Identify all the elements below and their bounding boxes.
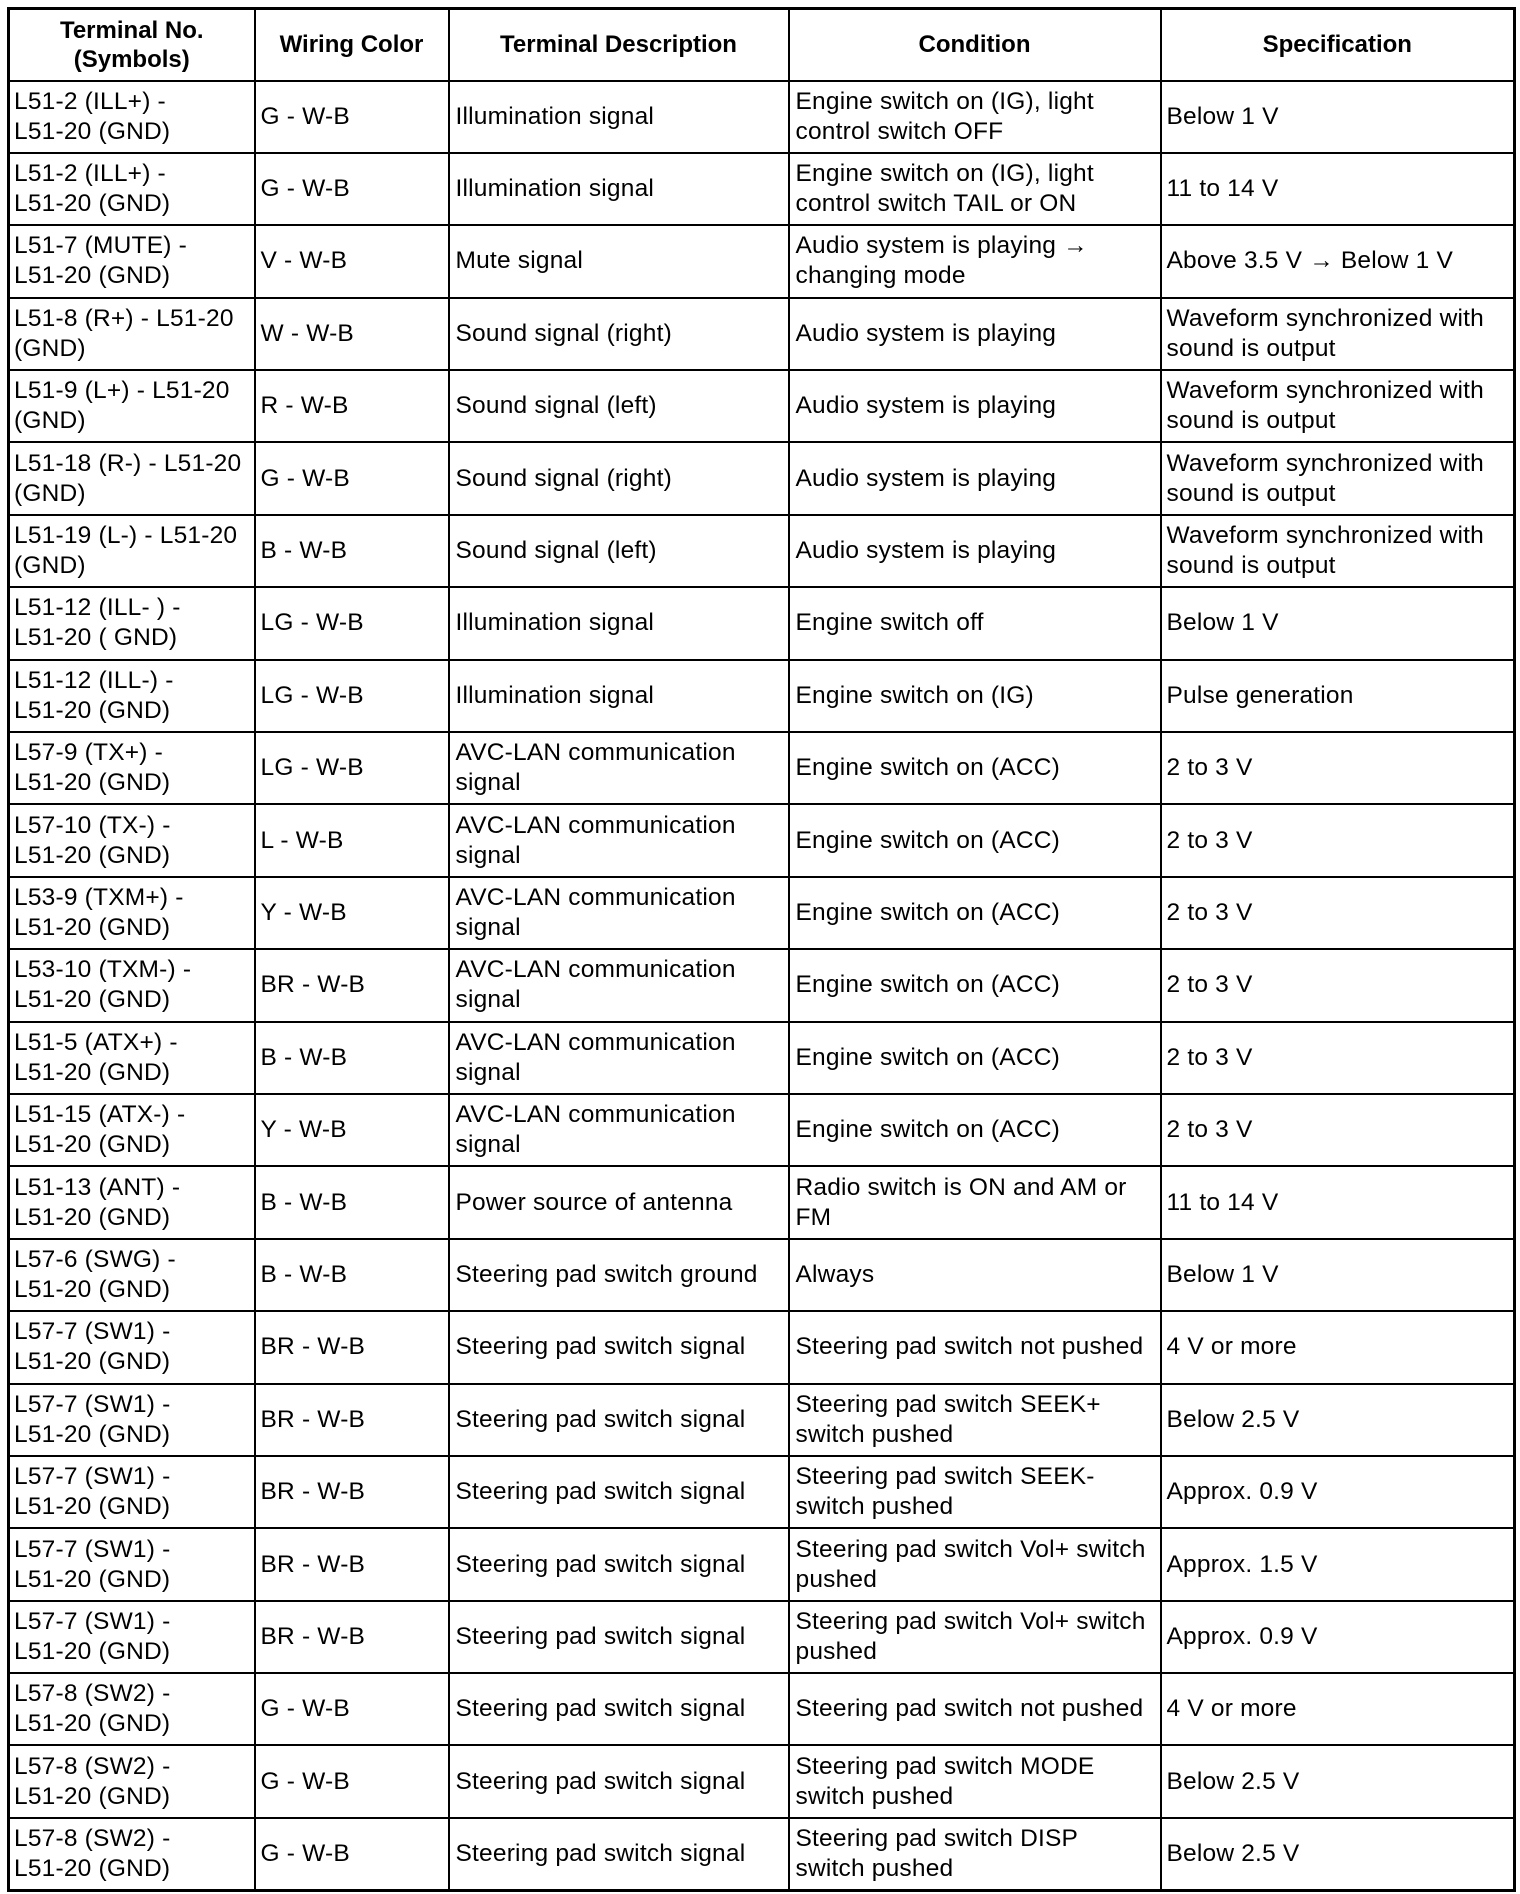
specification-cell (1161, 442, 1515, 514)
wiring-color-cell (255, 225, 449, 297)
condition-cell (789, 949, 1161, 1021)
wiring-color-cell-text: B - W-B (260, 1260, 348, 1288)
specification-cell (1161, 370, 1515, 442)
terminal-cell-text: L53-10 (TXM-) - L51-20 (GND) (14, 956, 192, 1014)
condition-cell (789, 1745, 1161, 1817)
wiring-color-cell-text: G - W-B (260, 1767, 350, 1795)
condition-cell-text: Engine switch off (795, 609, 984, 637)
description-cell-text: Sound signal (left) (455, 537, 657, 565)
specification-cell-text: Waveform synchronized with sound is output (1166, 449, 1484, 507)
wiring-color-cell-text: LG - W-B (260, 681, 364, 709)
condition-cell-text: Engine switch on (IG), light control switch OFF (795, 87, 1094, 145)
description-cell (449, 877, 789, 949)
description-cell-text: Sound signal (right) (455, 464, 672, 492)
wiring-color-cell (255, 1456, 449, 1528)
terminal-cell (9, 660, 255, 732)
description-cell-text: Power source of antenna (455, 1188, 733, 1216)
description-cell-text: Illumination signal (455, 609, 655, 637)
description-cell-text: AVC-LAN communication signal (455, 739, 736, 797)
table-row (9, 1601, 1515, 1673)
table-row (9, 442, 1515, 514)
description-cell (449, 370, 789, 442)
condition-cell-text: Engine switch on (ACC) (795, 1043, 1060, 1071)
terminal-cell-text: L57-7 (SW1) - L51-20 (GND) (14, 1318, 171, 1376)
specification-cell (1161, 1601, 1515, 1673)
description-cell (449, 1094, 789, 1166)
terminal-cell (9, 1022, 255, 1094)
description-cell-text: Steering pad switch signal (455, 1695, 746, 1723)
description-cell-text: Illumination signal (455, 175, 655, 203)
specification-cell (1161, 877, 1515, 949)
header-condition (789, 9, 1161, 81)
terminal-cell-text: L57-7 (SW1) - L51-20 (GND) (14, 1390, 171, 1448)
table-row (9, 587, 1515, 659)
specification-cell-text: Approx. 0.9 V (1166, 1622, 1318, 1650)
terminal-cell-text: L57-8 (SW2) - L51-20 (GND) (14, 1680, 171, 1738)
specification-cell-text: Below 2.5 V (1166, 1839, 1300, 1867)
table-row (9, 804, 1515, 876)
terminal-cell (9, 1673, 255, 1745)
condition-cell (789, 1166, 1161, 1238)
specification-cell-text: 2 to 3 V (1166, 754, 1253, 782)
description-cell-text: Sound signal (left) (455, 392, 657, 420)
specification-cell-text: Above 3.5 V → Below 1 V (1166, 247, 1454, 275)
specification-cell-text: 2 to 3 V (1166, 898, 1253, 926)
condition-cell (789, 298, 1161, 370)
table-row (9, 1166, 1515, 1238)
description-cell-text: Steering pad switch ground (455, 1260, 758, 1288)
description-cell (449, 1673, 789, 1745)
description-cell (449, 804, 789, 876)
terminal-cell-text: L51-15 (ATX-) - L51-20 (GND) (14, 1101, 186, 1159)
terminal-cell (9, 298, 255, 370)
terminal-cell-text: L57-8 (SW2) - L51-20 (GND) (14, 1824, 171, 1882)
specification-cell-text: 4 V or more (1166, 1333, 1297, 1361)
wiring-color-cell (255, 370, 449, 442)
specification-cell (1161, 732, 1515, 804)
header-specification-label: Specification (1262, 31, 1412, 59)
specification-cell (1161, 1456, 1515, 1528)
table-row (9, 1094, 1515, 1166)
specification-cell-text: 2 to 3 V (1166, 971, 1253, 999)
terminal-cell (9, 587, 255, 659)
wiring-color-cell (255, 1094, 449, 1166)
condition-cell-text: Steering pad switch Vol+ switch pushed (795, 1535, 1146, 1593)
condition-cell (789, 1022, 1161, 1094)
terminal-cell (9, 370, 255, 442)
table-row (9, 298, 1515, 370)
table-header (9, 9, 1515, 81)
description-cell (449, 587, 789, 659)
specification-cell (1161, 153, 1515, 225)
condition-cell-text: Engine switch on (ACC) (795, 898, 1060, 926)
description-cell-text: Illumination signal (455, 102, 655, 130)
table-row (9, 1818, 1515, 1890)
condition-cell-text: Engine switch on (IG) (795, 681, 1034, 709)
table-row (9, 515, 1515, 587)
wiring-color-cell (255, 153, 449, 225)
wiring-color-cell (255, 660, 449, 732)
terminal-cell (9, 515, 255, 587)
header-wiring-color (255, 9, 449, 81)
condition-cell-text: Steering pad switch SEEK+ switch pushed (795, 1390, 1101, 1448)
condition-cell (789, 1528, 1161, 1600)
table-row (9, 153, 1515, 225)
description-cell (449, 1601, 789, 1673)
specification-cell (1161, 225, 1515, 297)
wiring-color-cell-text: Y - W-B (260, 1116, 347, 1144)
terminal-cell (9, 1166, 255, 1238)
header-specification (1161, 9, 1515, 81)
terminal-cell (9, 949, 255, 1021)
condition-cell-text: Steering pad switch MODE switch pushed (795, 1752, 1095, 1810)
header-terminal-no (9, 9, 255, 81)
wiring-color-cell-text: R - W-B (260, 392, 349, 420)
description-cell (449, 1311, 789, 1383)
description-cell-text: Sound signal (right) (455, 319, 672, 347)
terminal-cell (9, 81, 255, 153)
terminal-cell-text: L57-7 (SW1) - L51-20 (GND) (14, 1463, 171, 1521)
condition-cell-text: Radio switch is ON and AM or FM (795, 1173, 1127, 1231)
wiring-color-cell (255, 949, 449, 1021)
terminal-cell-text: L51-9 (L+) - L51-20 (GND) (14, 377, 230, 435)
description-cell (449, 1745, 789, 1817)
specification-cell-text: Approx. 1.5 V (1166, 1550, 1318, 1578)
specification-cell-text: Waveform synchronized with sound is output (1166, 522, 1484, 580)
wiring-color-cell (255, 1528, 449, 1600)
header-condition-label: Condition (918, 31, 1031, 59)
description-cell-text: AVC-LAN communication signal (455, 956, 736, 1014)
specification-cell (1161, 1022, 1515, 1094)
description-cell (449, 1528, 789, 1600)
wiring-color-cell (255, 1311, 449, 1383)
condition-cell (789, 1311, 1161, 1383)
terminal-cell (9, 442, 255, 514)
terminal-cell-text: L51-7 (MUTE) - L51-20 (GND) (14, 232, 187, 290)
description-cell (449, 1166, 789, 1238)
condition-cell-text: Engine switch on (IG), light control switch TAIL or ON (795, 160, 1094, 218)
specification-cell (1161, 1673, 1515, 1745)
wiring-color-cell-text: G - W-B (260, 1695, 350, 1723)
wiring-color-cell-text: BR - W-B (260, 1405, 366, 1433)
wiring-color-cell-text: BR - W-B (260, 1333, 366, 1361)
description-cell (449, 949, 789, 1021)
condition-cell (789, 877, 1161, 949)
table-row (9, 732, 1515, 804)
wiring-color-cell-text: BR - W-B (260, 1478, 366, 1506)
description-cell (449, 1239, 789, 1311)
condition-cell (789, 515, 1161, 587)
table-row (9, 660, 1515, 732)
wiring-color-cell (255, 1022, 449, 1094)
wiring-color-cell (255, 1166, 449, 1238)
wiring-color-cell (255, 298, 449, 370)
table-row (9, 370, 1515, 442)
condition-cell-text: Steering pad switch Vol+ switch pushed (795, 1607, 1146, 1665)
specification-cell-text: Waveform synchronized with sound is output (1166, 377, 1484, 435)
terminal-cell-text: L51-12 (ILL- ) - L51-20 ( GND) (14, 594, 181, 652)
table-row (9, 1384, 1515, 1456)
terminal-cell (9, 153, 255, 225)
table-row (9, 1022, 1515, 1094)
table-body (9, 81, 1515, 1891)
description-cell (449, 515, 789, 587)
condition-cell (789, 1384, 1161, 1456)
wiring-color-cell-text: BR - W-B (260, 971, 366, 999)
condition-cell (789, 153, 1161, 225)
description-cell-text: Steering pad switch signal (455, 1767, 746, 1795)
terminal-cell-text: L51-19 (L-) - L51-20 (GND) (14, 522, 238, 580)
specification-cell (1161, 1311, 1515, 1383)
wiring-color-cell (255, 515, 449, 587)
specification-cell (1161, 949, 1515, 1021)
condition-cell (789, 370, 1161, 442)
header-terminal-description-label: Terminal Description (500, 31, 737, 59)
wiring-color-cell-text: G - W-B (260, 102, 350, 130)
specification-cell (1161, 1094, 1515, 1166)
specification-cell-text: 2 to 3 V (1166, 1043, 1253, 1071)
condition-cell (789, 81, 1161, 153)
wiring-color-cell-text: G - W-B (260, 175, 350, 203)
specification-cell (1161, 804, 1515, 876)
specification-cell (1161, 1384, 1515, 1456)
specification-cell (1161, 298, 1515, 370)
specification-cell-text: Below 1 V (1166, 1260, 1279, 1288)
specification-cell-text: 2 to 3 V (1166, 1116, 1253, 1144)
terminal-cell-text: L57-7 (SW1) - L51-20 (GND) (14, 1607, 171, 1665)
terminal-cell-text: L51-18 (R-) - L51-20 (GND) (14, 449, 242, 507)
condition-cell-text: Engine switch on (ACC) (795, 1116, 1060, 1144)
condition-cell-text: Audio system is playing (795, 537, 1057, 565)
description-cell-text: AVC-LAN communication signal (455, 883, 736, 941)
description-cell (449, 298, 789, 370)
wiring-color-cell (255, 1745, 449, 1817)
specification-cell-text: Waveform synchronized with sound is output (1166, 304, 1484, 362)
wiring-color-cell (255, 1818, 449, 1890)
description-cell (449, 1022, 789, 1094)
wiring-color-cell-text: LG - W-B (260, 754, 364, 782)
condition-cell (789, 587, 1161, 659)
description-cell-text: Steering pad switch signal (455, 1550, 746, 1578)
condition-cell (789, 1601, 1161, 1673)
terminal-cell (9, 1239, 255, 1311)
description-cell-text: Steering pad switch signal (455, 1839, 746, 1867)
condition-cell (789, 1094, 1161, 1166)
description-cell-text: Steering pad switch signal (455, 1478, 746, 1506)
terminal-cell-text: L53-9 (TXM+) - L51-20 (GND) (14, 883, 184, 941)
terminal-cell-text: L51-2 (ILL+) - L51-20 (GND) (14, 87, 171, 145)
wiring-color-cell-text: V - W-B (260, 247, 348, 275)
terminal-cell-text: L57-9 (TX+) - L51-20 (GND) (14, 739, 171, 797)
specification-cell-text: Below 1 V (1166, 609, 1279, 637)
condition-cell-text: Steering pad switch SEEK- switch pushed (795, 1463, 1095, 1521)
condition-cell-text: Always (795, 1260, 875, 1288)
condition-cell-text: Steering pad switch DISP switch pushed (795, 1824, 1079, 1882)
condition-cell (789, 1818, 1161, 1890)
description-cell (449, 153, 789, 225)
description-cell (449, 81, 789, 153)
terminal-spec-sheet (7, 7, 1513, 1887)
terminal-cell (9, 1094, 255, 1166)
wiring-color-cell (255, 587, 449, 659)
specification-cell (1161, 587, 1515, 659)
description-cell (449, 225, 789, 297)
wiring-color-cell-text: B - W-B (260, 1188, 348, 1216)
table-row (9, 225, 1515, 297)
description-cell-text: Mute signal (455, 247, 583, 275)
specification-cell (1161, 81, 1515, 153)
wiring-color-cell (255, 1384, 449, 1456)
condition-cell-text: Steering pad switch not pushed (795, 1695, 1144, 1723)
wiring-color-cell-text: W - W-B (260, 319, 354, 347)
wiring-color-cell-text: G - W-B (260, 464, 350, 492)
wiring-color-cell-text: B - W-B (260, 537, 348, 565)
terminal-cell-text: L57-10 (TX-) - L51-20 (GND) (14, 811, 171, 869)
condition-cell-text: Audio system is playing → changing mode (795, 232, 1088, 290)
header-wiring-color-label: Wiring Color (279, 31, 424, 59)
terminal-cell (9, 1528, 255, 1600)
terminal-cell (9, 877, 255, 949)
condition-cell (789, 660, 1161, 732)
terminal-cell (9, 1456, 255, 1528)
specification-cell-text: 2 to 3 V (1166, 826, 1253, 854)
specification-cell-text: Below 2.5 V (1166, 1405, 1300, 1433)
description-cell (449, 1456, 789, 1528)
wiring-color-cell (255, 732, 449, 804)
description-cell (449, 732, 789, 804)
terminal-cell-text: L51-12 (ILL-) - L51-20 (GND) (14, 666, 174, 724)
condition-cell (789, 442, 1161, 514)
wiring-color-cell (255, 877, 449, 949)
condition-cell (789, 1673, 1161, 1745)
wiring-color-cell-text: LG - W-B (260, 609, 364, 637)
table-row (9, 1673, 1515, 1745)
terminal-cell-text: L57-6 (SWG) - L51-20 (GND) (14, 1245, 176, 1303)
terminal-cell (9, 732, 255, 804)
condition-cell (789, 1456, 1161, 1528)
specification-cell (1161, 1818, 1515, 1890)
header-terminal-no-label: Terminal No. (Symbols) (59, 16, 204, 73)
condition-cell-text: Engine switch on (ACC) (795, 971, 1060, 999)
specification-cell-text: Pulse generation (1166, 681, 1354, 709)
wiring-color-cell (255, 1601, 449, 1673)
wiring-color-cell-text: Y - W-B (260, 898, 347, 926)
terminal-cell (9, 1818, 255, 1890)
description-cell (449, 660, 789, 732)
terminal-cell-text: L51-5 (ATX+) - L51-20 (GND) (14, 1028, 178, 1086)
specification-cell-text: Below 2.5 V (1166, 1767, 1300, 1795)
terminal-cell (9, 1311, 255, 1383)
description-cell-text: Steering pad switch signal (455, 1333, 746, 1361)
condition-cell-text: Engine switch on (ACC) (795, 754, 1060, 782)
table-row (9, 1745, 1515, 1817)
condition-cell (789, 225, 1161, 297)
description-cell (449, 1818, 789, 1890)
description-cell-text: Illumination signal (455, 681, 655, 709)
specification-cell (1161, 1528, 1515, 1600)
description-cell-text: AVC-LAN communication signal (455, 1101, 736, 1159)
terminal-cell (9, 1601, 255, 1673)
header-terminal-description (449, 9, 789, 81)
specification-cell (1161, 1745, 1515, 1817)
wiring-color-cell (255, 81, 449, 153)
description-cell-text: Steering pad switch signal (455, 1405, 746, 1433)
description-cell (449, 1384, 789, 1456)
terminal-cell-text: L51-2 (ILL+) - L51-20 (GND) (14, 160, 171, 218)
description-cell-text: AVC-LAN communication signal (455, 1028, 736, 1086)
table-row (9, 877, 1515, 949)
header-row (9, 9, 1515, 81)
terminal-cell (9, 225, 255, 297)
terminal-cell (9, 1384, 255, 1456)
table-row (9, 1456, 1515, 1528)
table-row (9, 949, 1515, 1021)
wiring-color-cell-text: L - W-B (260, 826, 344, 854)
description-cell-text: Steering pad switch signal (455, 1622, 746, 1650)
wiring-color-cell (255, 442, 449, 514)
wiring-color-cell (255, 804, 449, 876)
terminal-spec-table (7, 7, 1516, 1892)
table-row (9, 1239, 1515, 1311)
wiring-color-cell-text: B - W-B (260, 1043, 348, 1071)
specification-cell (1161, 515, 1515, 587)
terminal-cell-text: L57-8 (SW2) - L51-20 (GND) (14, 1752, 171, 1810)
condition-cell (789, 1239, 1161, 1311)
condition-cell (789, 804, 1161, 876)
condition-cell (789, 732, 1161, 804)
condition-cell-text: Audio system is playing (795, 319, 1057, 347)
wiring-color-cell-text: BR - W-B (260, 1550, 366, 1578)
specification-cell (1161, 1239, 1515, 1311)
condition-cell-text: Audio system is playing (795, 392, 1057, 420)
specification-cell (1161, 1166, 1515, 1238)
terminal-cell-text: L57-7 (SW1) - L51-20 (GND) (14, 1535, 171, 1593)
terminal-cell-text: L51-8 (R+) - L51-20 (GND) (14, 304, 234, 362)
specification-cell-text: 11 to 14 V (1166, 1188, 1279, 1216)
table-row (9, 81, 1515, 153)
terminal-cell-text: L51-13 (ANT) - L51-20 (GND) (14, 1173, 181, 1231)
specification-cell-text: Approx. 0.9 V (1166, 1478, 1318, 1506)
description-cell-text: AVC-LAN communication signal (455, 811, 736, 869)
terminal-cell (9, 804, 255, 876)
terminal-cell (9, 1745, 255, 1817)
condition-cell-text: Audio system is playing (795, 464, 1057, 492)
wiring-color-cell (255, 1239, 449, 1311)
specification-cell-text: Below 1 V (1166, 102, 1279, 130)
wiring-color-cell-text: BR - W-B (260, 1622, 366, 1650)
specification-cell-text: 11 to 14 V (1166, 175, 1279, 203)
condition-cell-text: Engine switch on (ACC) (795, 826, 1060, 854)
condition-cell-text: Steering pad switch not pushed (795, 1333, 1144, 1361)
description-cell (449, 442, 789, 514)
specification-cell-text: 4 V or more (1166, 1695, 1297, 1723)
table-row (9, 1528, 1515, 1600)
table-row (9, 1311, 1515, 1383)
wiring-color-cell (255, 1673, 449, 1745)
wiring-color-cell-text: G - W-B (260, 1839, 350, 1867)
specification-cell (1161, 660, 1515, 732)
